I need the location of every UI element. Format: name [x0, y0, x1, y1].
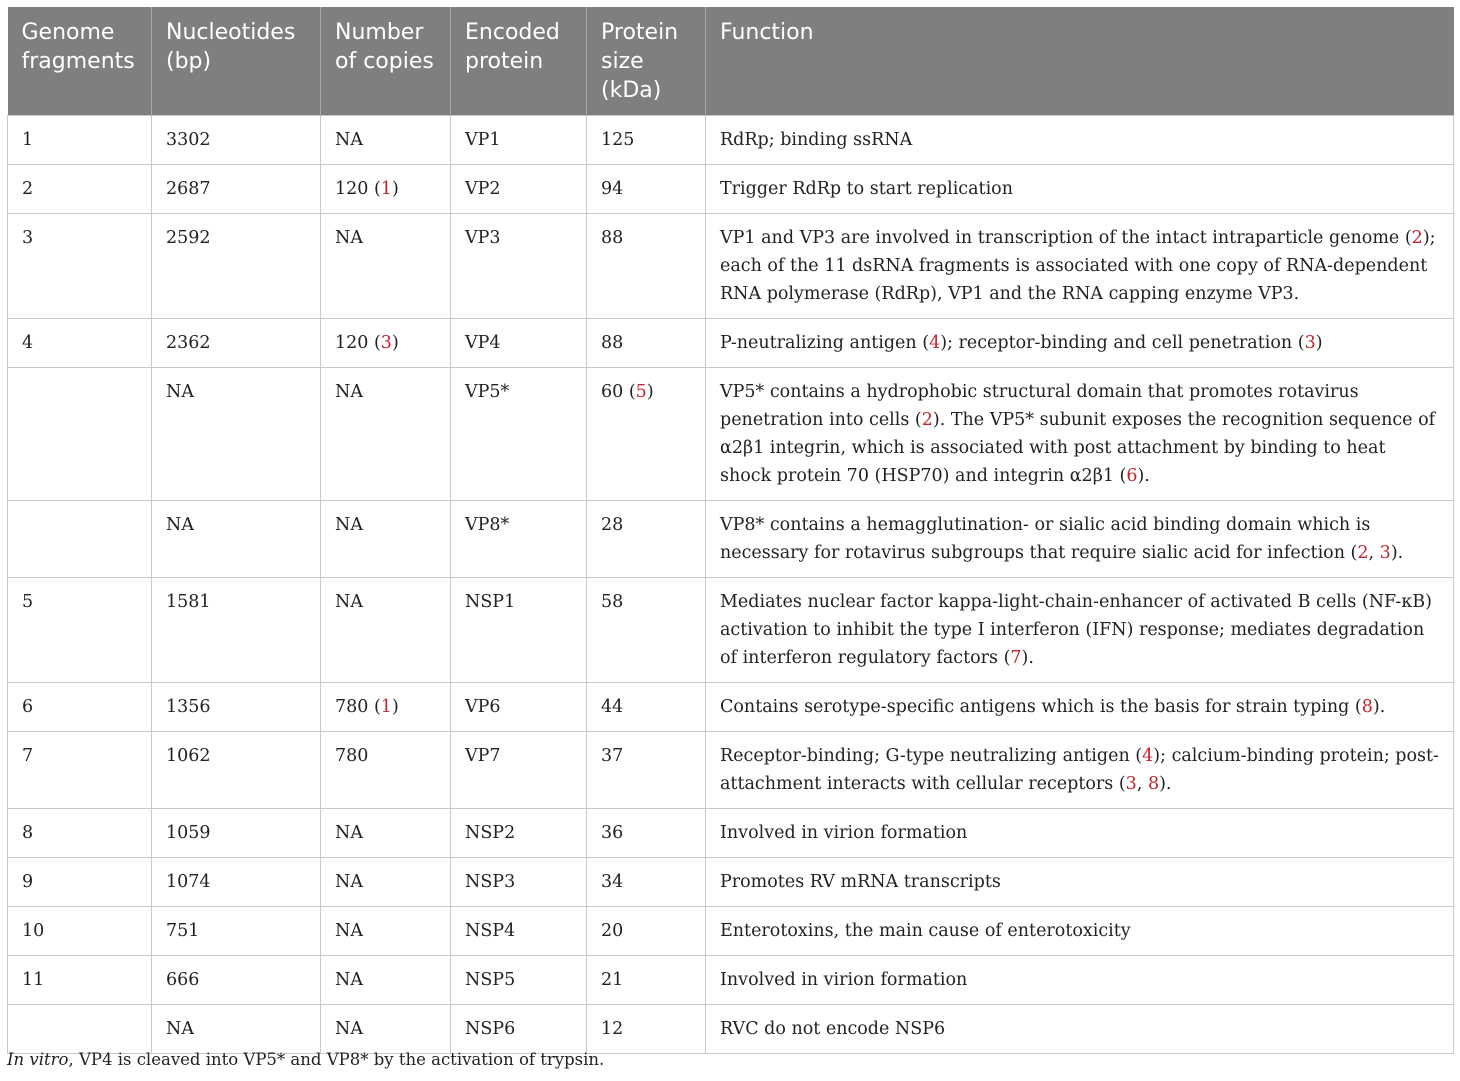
cell-text: 44	[601, 697, 624, 717]
cell-text: ); receptor-binding and cell penetration (	[940, 333, 1305, 353]
cell-genome-fragment: 7	[8, 732, 152, 809]
cell-text: NA	[335, 130, 363, 150]
cell-encoded-protein: VP6	[451, 683, 587, 732]
cell-text: 60 (	[601, 382, 636, 402]
cell-function	[706, 578, 1454, 683]
cell-number-of-copies	[321, 907, 451, 956]
cell-number-of-copies	[321, 319, 451, 368]
cell-protein-size	[587, 683, 706, 732]
cell-encoded-protein: VP7	[451, 732, 587, 809]
cell-encoded-protein: NSP5	[451, 956, 587, 1005]
cell-text: )	[391, 179, 399, 199]
cell-nucleotides: NA	[152, 1005, 321, 1054]
cell-function	[706, 368, 1454, 501]
cell-number-of-copies	[321, 578, 451, 683]
header-nucleotides	[152, 7, 321, 116]
header-genome-fragments	[8, 7, 152, 116]
cell-function	[706, 683, 1454, 732]
cell-encoded-protein: VP8*	[451, 501, 587, 578]
cell-function	[706, 501, 1454, 578]
cell-text: 20	[601, 921, 624, 941]
cell-genome-fragment: 8	[8, 809, 152, 858]
cell-function	[706, 165, 1454, 214]
cell-encoded-protein: VP3	[451, 214, 587, 319]
cell-number-of-copies	[321, 214, 451, 319]
cell-protein-size	[587, 956, 706, 1005]
cell-protein-size	[587, 1005, 706, 1054]
reference-link[interactable]: 1	[380, 697, 392, 717]
table-row	[8, 858, 1454, 907]
cell-nucleotides: 2362	[152, 319, 321, 368]
cell-encoded-protein: NSP3	[451, 858, 587, 907]
cell-nucleotides: NA	[152, 501, 321, 578]
genome-table-container	[7, 7, 1453, 1054]
genome-fragments-table	[7, 7, 1454, 1054]
cell-encoded-protein: VP1	[451, 116, 587, 165]
cell-text: )	[646, 382, 654, 402]
cell-protein-size	[587, 907, 706, 956]
header-function	[706, 7, 1454, 116]
cell-text: ).	[1372, 697, 1386, 717]
cell-genome-fragment	[8, 368, 152, 501]
table-row	[8, 214, 1454, 319]
cell-genome-fragment	[8, 501, 152, 578]
cell-text: 37	[601, 746, 624, 766]
reference-link[interactable]: 2	[1411, 228, 1423, 248]
cell-number-of-copies	[321, 165, 451, 214]
cell-text: Enterotoxins, the main cause of enterotoxicity	[720, 921, 1131, 941]
table-body	[8, 116, 1454, 1054]
cell-number-of-copies	[321, 116, 451, 165]
cell-genome-fragment: 2	[8, 165, 152, 214]
cell-text: Promotes RV mRNA transcripts	[720, 872, 1001, 892]
header-number-of-copies	[321, 7, 451, 116]
reference-link[interactable]: 7	[1010, 648, 1022, 668]
footnote-text: , VP4 is cleaved into VP5* and VP8* by the activation of trypsin.	[68, 1050, 605, 1069]
cell-protein-size	[587, 214, 706, 319]
reference-link[interactable]: 1	[380, 179, 392, 199]
cell-function	[706, 214, 1454, 319]
cell-nucleotides: 1062	[152, 732, 321, 809]
cell-genome-fragment: 5	[8, 578, 152, 683]
header-encoded-protein	[451, 7, 587, 116]
cell-protein-size	[587, 368, 706, 501]
cell-text: Trigger RdRp to start replication	[720, 179, 1013, 199]
table-row	[8, 116, 1454, 165]
cell-genome-fragment: 1	[8, 116, 152, 165]
reference-link[interactable]: 3	[380, 333, 392, 353]
cell-text: NA	[335, 823, 363, 843]
cell-text: ); each of the 11 dsRNA fragments is associated with one copy of RNA-dependent RNA polymerase (RdRp), VP1 and the RNA capping enzyme VP3.	[720, 228, 1436, 304]
cell-protein-size	[587, 319, 706, 368]
table-header	[8, 7, 1454, 116]
cell-nucleotides: 751	[152, 907, 321, 956]
cell-number-of-copies	[321, 501, 451, 578]
cell-text: ).	[1137, 466, 1150, 486]
cell-nucleotides: 3302	[152, 116, 321, 165]
header-line: protein	[465, 49, 544, 74]
table-row	[8, 732, 1454, 809]
cell-text: NA	[335, 592, 363, 612]
reference-link[interactable]: 3	[1304, 333, 1316, 353]
header-row	[8, 7, 1454, 116]
table-row	[8, 956, 1454, 1005]
table-row	[8, 319, 1454, 368]
cell-protein-size	[587, 501, 706, 578]
cell-text: ,	[1368, 543, 1380, 563]
cell-genome-fragment: 3	[8, 214, 152, 319]
cell-text: 94	[601, 179, 624, 199]
table-row	[8, 501, 1454, 578]
cell-number-of-copies	[321, 368, 451, 501]
cell-text: )	[1315, 333, 1323, 353]
cell-protein-size	[587, 578, 706, 683]
cell-text: ); calcium-binding protein; post-attachment interacts with cellular receptors (	[720, 746, 1439, 794]
cell-genome-fragment: 6	[8, 683, 152, 732]
cell-nucleotides: 1581	[152, 578, 321, 683]
cell-encoded-protein: VP2	[451, 165, 587, 214]
table-footnote	[7, 1050, 604, 1069]
cell-text: 780	[335, 746, 369, 766]
cell-function	[706, 858, 1454, 907]
header-line: size	[601, 49, 644, 74]
reference-link[interactable]: 3	[1125, 774, 1137, 794]
cell-text: 36	[601, 823, 624, 843]
cell-text: NA	[335, 872, 363, 892]
cell-text: ,	[1136, 774, 1148, 794]
cell-nucleotides: 2687	[152, 165, 321, 214]
cell-number-of-copies	[321, 956, 451, 1005]
cell-text: ). The VP5* subunit exposes the recognition sequence of α2β1 integrin, which is associated with post attachment by binding to heat shock protein 70 (HSP70) and integrin α2β1 (	[720, 410, 1436, 486]
cell-function	[706, 809, 1454, 858]
cell-text: ).	[1390, 543, 1404, 563]
cell-protein-size	[587, 858, 706, 907]
table-row	[8, 809, 1454, 858]
cell-text: 21	[601, 970, 624, 990]
cell-genome-fragment: 9	[8, 858, 152, 907]
cell-text: ).	[1159, 774, 1172, 794]
cell-genome-fragment: 11	[8, 956, 152, 1005]
cell-text: Involved in virion formation	[720, 823, 968, 843]
reference-link[interactable]: 5	[635, 382, 647, 402]
header-line: Number	[335, 20, 424, 45]
cell-genome-fragment: 10	[8, 907, 152, 956]
cell-nucleotides: 1059	[152, 809, 321, 858]
header-line: Genome	[21, 20, 115, 45]
cell-text: 120 (	[335, 333, 381, 353]
table-row	[8, 683, 1454, 732]
cell-text: NA	[335, 382, 363, 402]
cell-function	[706, 732, 1454, 809]
cell-encoded-protein: NSP2	[451, 809, 587, 858]
header-line: (kDa)	[601, 78, 662, 103]
cell-encoded-protein: NSP1	[451, 578, 587, 683]
cell-function	[706, 907, 1454, 956]
cell-text: )	[391, 333, 399, 353]
cell-nucleotides: 666	[152, 956, 321, 1005]
cell-text: P-neutralizing antigen (	[720, 333, 930, 353]
header-line: Function	[720, 20, 814, 45]
cell-text: NA	[335, 921, 363, 941]
table-row	[8, 165, 1454, 214]
table-row	[8, 1005, 1454, 1054]
table-row	[8, 907, 1454, 956]
cell-genome-fragment	[8, 1005, 152, 1054]
cell-function	[706, 1005, 1454, 1054]
table-row	[8, 368, 1454, 501]
cell-encoded-protein: NSP6	[451, 1005, 587, 1054]
reference-link[interactable]: 8	[1147, 774, 1160, 794]
cell-text: Contains serotype-specific antigens which is the basis for strain typing (	[720, 697, 1362, 717]
cell-genome-fragment: 4	[8, 319, 152, 368]
cell-text: 780 (	[335, 697, 381, 717]
reference-link[interactable]: 2	[1357, 543, 1369, 563]
cell-text: VP8* contains a hemagglutination- or sialic acid binding domain which is necessary for rotavirus subgroups that require sialic acid for infection (	[720, 515, 1371, 563]
table-row	[8, 578, 1454, 683]
cell-text: VP1 and VP3 are involved in transcription of the intact intraparticle genome (	[720, 228, 1412, 248]
cell-text: 120 (	[335, 179, 381, 199]
cell-text: RVC do not encode NSP6	[720, 1019, 946, 1039]
cell-nucleotides: 1356	[152, 683, 321, 732]
cell-protein-size	[587, 165, 706, 214]
cell-number-of-copies	[321, 809, 451, 858]
header-line: (bp)	[166, 49, 212, 74]
cell-text: NA	[335, 970, 363, 990]
cell-text: 88	[601, 333, 624, 353]
cell-text: NA	[335, 1019, 363, 1039]
cell-text: 28	[601, 515, 624, 535]
header-line: Protein	[601, 20, 679, 45]
cell-number-of-copies	[321, 683, 451, 732]
cell-encoded-protein: VP4	[451, 319, 587, 368]
cell-nucleotides: NA	[152, 368, 321, 501]
header-line: of copies	[335, 49, 434, 74]
cell-protein-size	[587, 116, 706, 165]
cell-encoded-protein: VP5*	[451, 368, 587, 501]
cell-text: Mediates nuclear factor kappa-light-chain-enhancer of activated B cells (NF-κB) activation to inhibit the type I interferon (IFN) response; mediates degradation of interferon regulatory factors (	[720, 592, 1432, 668]
cell-nucleotides: 2592	[152, 214, 321, 319]
reference-link[interactable]: 4	[929, 333, 941, 353]
cell-nucleotides: 1074	[152, 858, 321, 907]
cell-function	[706, 956, 1454, 1005]
cell-protein-size	[587, 732, 706, 809]
cell-protein-size	[587, 809, 706, 858]
cell-text: RdRp; binding ssRNA	[720, 130, 913, 150]
reference-link[interactable]: 2	[921, 410, 933, 430]
cell-text: Receptor-binding; G-type neutralizing antigen (	[720, 746, 1143, 766]
cell-text: NA	[335, 515, 363, 535]
cell-text: 58	[601, 592, 624, 612]
reference-link[interactable]: 6	[1126, 466, 1138, 486]
reference-link[interactable]: 4	[1142, 746, 1154, 766]
cell-function	[706, 116, 1454, 165]
reference-link[interactable]: 3	[1379, 543, 1391, 563]
cell-number-of-copies	[321, 1005, 451, 1054]
cell-text: ).	[1021, 648, 1034, 668]
cell-text: 12	[601, 1019, 624, 1039]
cell-text: 88	[601, 228, 624, 248]
cell-text: VP5* contains a hydrophobic structural domain that promotes rotavirus penetration into cells (	[720, 382, 1359, 430]
reference-link[interactable]: 8	[1361, 697, 1373, 717]
cell-text: NA	[335, 228, 363, 248]
header-line: Encoded	[465, 20, 560, 45]
footnote-italic: In vitro	[7, 1050, 69, 1069]
cell-text: )	[391, 697, 399, 717]
header-line: fragments	[21, 49, 135, 74]
header-line: Nucleotides	[166, 20, 296, 45]
cell-encoded-protein: NSP4	[451, 907, 587, 956]
header-protein-size	[587, 7, 706, 116]
cell-number-of-copies	[321, 858, 451, 907]
cell-text: 34	[601, 872, 624, 892]
cell-function	[706, 319, 1454, 368]
cell-text: Involved in virion formation	[720, 970, 968, 990]
cell-number-of-copies	[321, 732, 451, 809]
cell-text: 125	[601, 130, 635, 150]
